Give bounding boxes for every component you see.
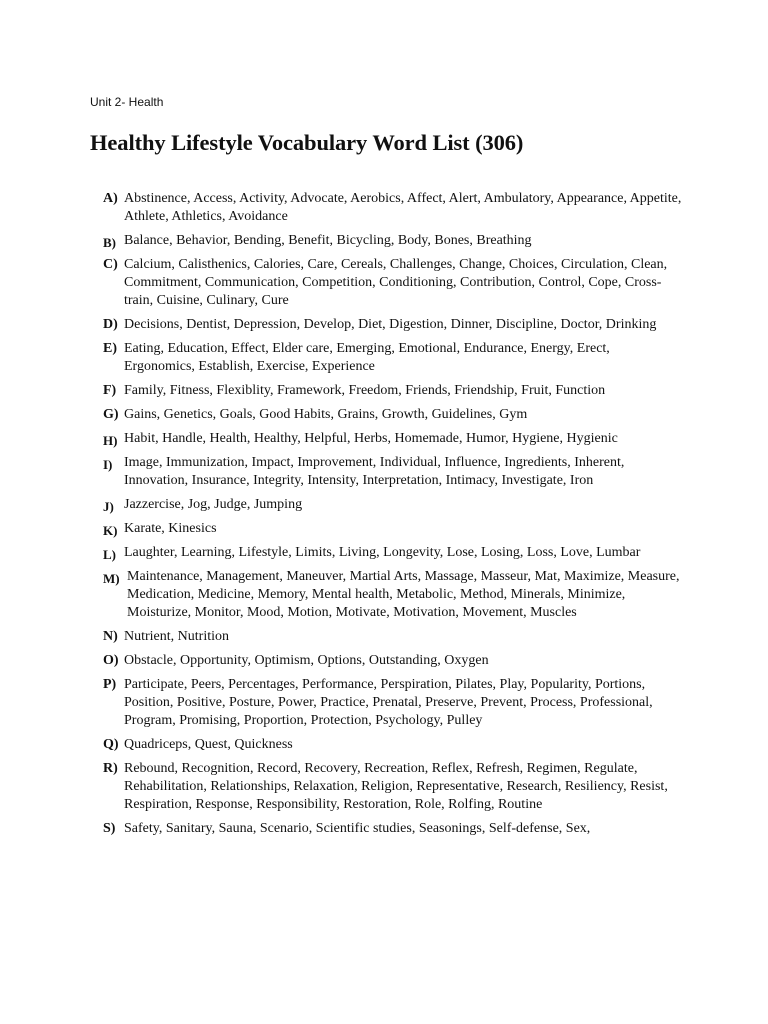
entry-letter: B) [103,235,116,250]
entry-words: Quadriceps, Quest, Quickness [124,737,293,752]
list-item [103,496,683,514]
entry-words: Balance, Behavior, Bending, Benefit, Bicycling, Body, Bones, Breathing [124,233,532,248]
entry-letter: G) [103,407,119,422]
entry-letter: P) [103,677,117,692]
entry-words: Image, Immunization, Impact, Improvement, Individual, Influence, Ingredients, Inherent, Innovation, Insurance, Integrity, Intensity, Interpretation, Intimacy, Investigate, Iron [124,455,625,488]
entry-words: Karate, Kinesics [124,521,217,536]
list-item [103,382,683,400]
entry-words: Laughter, Learning, Lifestyle, Limits, Living, Longevity, Lose, Losing, Loss, Love, Lumbar [124,545,641,560]
list-item [103,520,683,538]
list-item [103,736,683,754]
entry-letter: L) [103,547,116,562]
entry-words: Rebound, Recognition, Record, Recovery, Recreation, Reflex, Refresh, Regimen, Regulate, Rehabilitation, Relationships, Relaxation, Religion, Representative, Research, Resiliency, Resist, Respiration, Response, Responsibility, Restoration, Role, Rolfing, Routine [124,761,668,812]
entry-letter: A) [103,191,118,206]
list-item [103,760,683,814]
unit-label: Unit 2- Health [90,95,164,109]
entry-letter: J) [103,499,114,514]
entry-words: Jazzercise, Jog, Judge, Jumping [124,497,303,512]
list-item [103,820,683,838]
list-item [103,316,683,334]
entry-letter: S) [103,821,116,836]
entry-letter: E) [103,341,117,356]
entry-words: Gains, Genetics, Goals, Good Habits, Grains, Growth, Guidelines, Gym [124,407,528,422]
list-item [103,406,683,424]
entry-words: Nutrient, Nutrition [124,629,229,644]
entry-letter: M) [103,571,120,586]
entry-letter: H) [103,433,118,448]
entry-letter: K) [103,523,118,538]
list-item [103,652,683,670]
entry-letter: C) [103,257,118,272]
entry-words: Participate, Peers, Percentages, Performance, Perspiration, Pilates, Play, Popularity, Portions, Position, Positive, Posture, Power, Practice, Prenatal, Preserve, Prevent, Process, Professional, Program, Promising, Proportion, Protection, Psychology, Pulley [124,677,653,728]
entry-words: Abstinence, Access, Activity, Advocate, Aerobics, Affect, Alert, Ambulatory, Appearance, Appetite, Athlete, Athletics, Avoidance [124,191,682,224]
list-item [103,544,683,562]
entry-words: Obstacle, Opportunity, Optimism, Options, Outstanding, Oxygen [124,653,489,668]
list-item [103,676,683,730]
entry-words: Maintenance, Management, Maneuver, Martial Arts, Massage, Masseur, Mat, Maximize, Measure, Medication, Medicine, Memory, Mental health, Metabolic, Method, Minerals, Minimize, Moisturize, Monitor, Mood, Motion, Motivate, Motivation, Movement, Muscles [127,569,680,620]
entry-words: Calcium, Calisthenics, Calories, Care, Cereals, Challenges, Change, Choices, Circulation, Clean, Commitment, Communication, Competition, Conditioning, Contribution, Control, Cope, Cross-train, Cuisine, Culinary, Cure [124,257,668,308]
entry-letter: F) [103,383,117,398]
list-item [103,232,683,250]
entry-letter: D) [103,317,118,332]
entry-letter: Q) [103,737,119,752]
list-item [103,340,683,376]
list-item [103,454,683,490]
list-item [103,628,683,646]
entry-letter: N) [103,629,118,644]
entry-letter: R) [103,761,118,776]
entry-letter: I) [103,457,113,472]
list-item [103,568,683,622]
page-title: Healthy Lifestyle Vocabulary Word List (306) [90,130,524,155]
entry-words: Eating, Education, Effect, Elder care, Emerging, Emotional, Endurance, Energy, Erect, Ergonomics, Establish, Exercise, Experience [124,341,610,374]
entry-letter: O) [103,653,119,668]
entry-words: Safety, Sanitary, Sauna, Scenario, Scientific studies, Seasonings, Self-defense, Sex, [124,821,591,836]
entry-words: Decisions, Dentist, Depression, Develop, Diet, Digestion, Dinner, Discipline, Doctor, Drinking [124,317,657,332]
list-item [103,256,683,310]
list-item [103,430,683,448]
list-item [103,190,683,226]
vocabulary-list [103,190,683,844]
entry-words: Family, Fitness, Flexiblity, Framework, Freedom, Friends, Friendship, Fruit, Function [124,383,606,398]
entry-words: Habit, Handle, Health, Healthy, Helpful, Herbs, Homemade, Humor, Hygiene, Hygienic [124,431,618,446]
